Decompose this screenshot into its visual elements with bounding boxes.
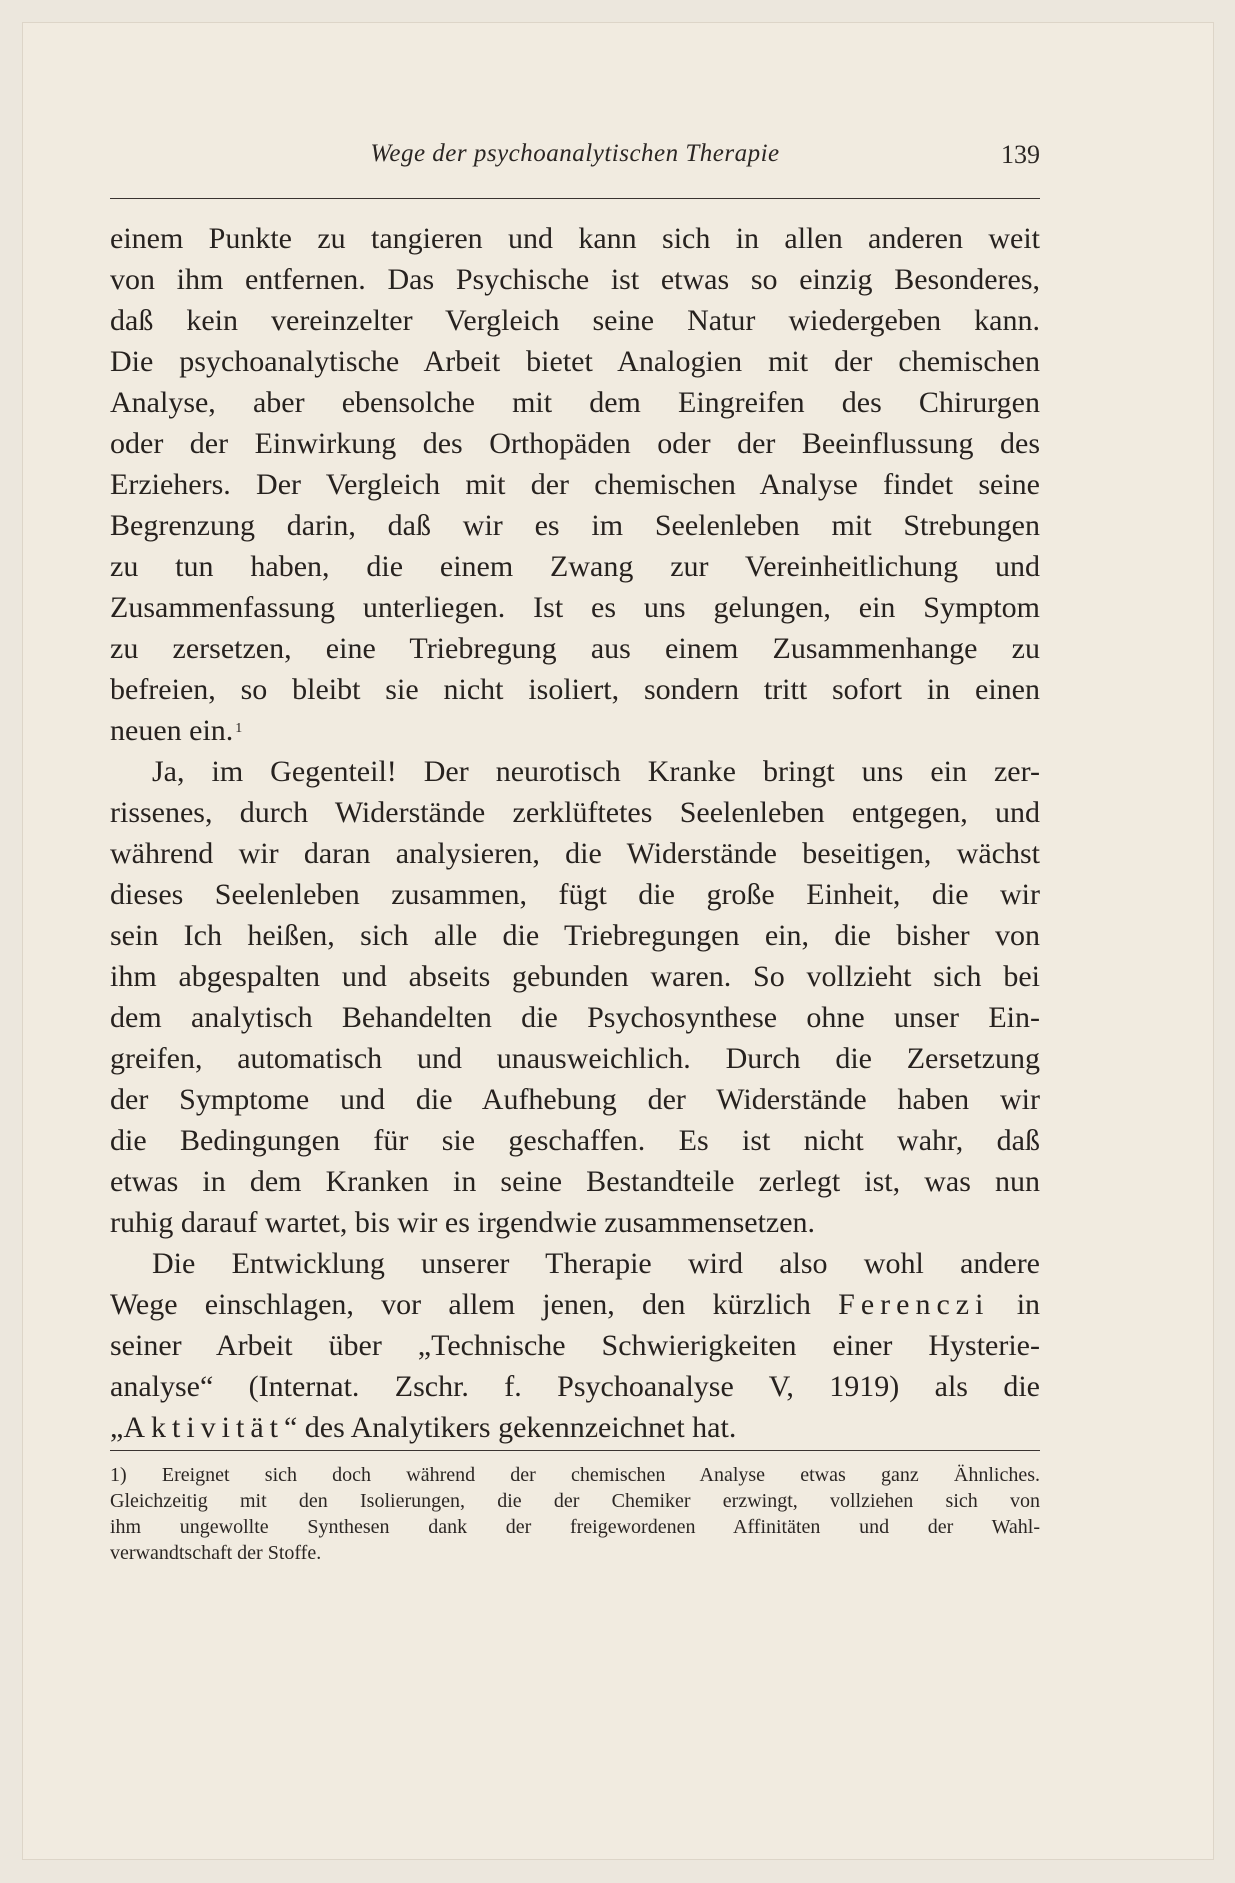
text-line-paragraph-end (110, 1407, 1040, 1448)
footnote-rule (110, 1450, 1040, 1451)
text-line: Begrenzung darin, daß wir es im Seelenleben mit Strebungen (110, 509, 1040, 542)
body-text (110, 218, 1040, 1448)
text-line-paragraph-end: ruhig darauf wartet, bis wir es irgendwie zusammensetzen. (110, 1206, 816, 1239)
footnote-marker: 1 (235, 721, 243, 736)
text-fragment: in (1016, 1288, 1041, 1321)
text-line: seiner Arbeit über „Technische Schwierigkeiten einer Hysterie- (110, 1329, 1040, 1362)
footnote (110, 1462, 1040, 1566)
text-line: etwas in dem Kranken in seine Bestandteile zerlegt ist, was nun (110, 1165, 1040, 1198)
text-line: von ihm entfernen. Das Psychische ist etwas so einzig Besonderes, (110, 263, 1040, 296)
term-spaced: Aktivität (123, 1411, 284, 1444)
text-line: ihm abgespalten und abseits gebunden waren. So vollzieht sich bei (110, 960, 1040, 993)
text-fragment: neuen ein. (110, 714, 234, 747)
text-line: während wir daran analysieren, die Widerstände beseitigen, wächst (110, 837, 1040, 870)
text-line: Die psychoanalytische Arbeit bietet Analogien mit der chemischen (110, 345, 1040, 378)
text-line: greifen, automatisch und unausweichlich. Durch die Zersetzung (110, 1042, 1040, 1075)
text-line: befreien, so bleibt sie nicht isoliert, sondern tritt sofort in einen (110, 673, 1040, 706)
author-name-spaced: Ferenczi (838, 1288, 990, 1321)
text-fragment: Wege einschlagen, vor allem jenen, den kürzlich (110, 1288, 811, 1321)
text-line: daß kein vereinzelter Vergleich seine Natur wiedergeben kann. (110, 304, 1040, 337)
text-line: Zusammenfassung unterliegen. Ist es uns gelungen, ein Symptom (110, 591, 1040, 624)
running-head (110, 140, 1040, 180)
page-number: 139 (1001, 140, 1040, 169)
text-line: zu zersetzen, eine Triebregung aus einem Zusammenhange zu (110, 632, 1040, 665)
running-title: Wege der psychoanalytischen Therapie (370, 140, 780, 167)
footnote-line: 1) Ereignet sich doch während der chemischen Analyse etwas ganz Ähnliches. (110, 1464, 1040, 1486)
footnote-line: Gleichzeitig mit den Isolierungen, die der Chemiker erzwingt, vollziehen sich von (110, 1490, 1040, 1512)
text-fragment: „ (110, 1411, 124, 1444)
text-line: Analyse, aber ebensolche mit dem Eingreifen des Chirurgen (110, 386, 1040, 419)
text-line: analyse“ (Internat. Zschr. f. Psychoanalyse V, 1919) als die (110, 1370, 1040, 1403)
text-line: einem Punkte zu tangieren und kann sich in allen anderen weit (110, 222, 1040, 255)
text-line-paragraph-end (110, 710, 1040, 751)
text-line (110, 1284, 1040, 1325)
text-line: sein Ich heißen, sich alle die Triebregungen ein, die bisher von (110, 919, 1040, 952)
footnote-line: ihm ungewollte Synthesen dank der freigewordenen Affinitäten und der Wahl- (110, 1516, 1040, 1538)
text-line-paragraph-start: Ja, im Gegenteil! Der neurotisch Kranke bringt uns ein zer- (152, 755, 1040, 788)
text-line: Erziehers. Der Vergleich mit der chemischen Analyse findet seine (110, 468, 1040, 501)
text-fragment: “ des Analytikers gekennzeichnet hat. (283, 1411, 737, 1444)
text-line: die Bedingungen für sie geschaffen. Es ist nicht wahr, daß (110, 1124, 1040, 1157)
text-line: zu tun haben, die einem Zwang zur Vereinheitlichung und (110, 550, 1040, 583)
text-line: oder der Einwirkung des Orthopäden oder der Beeinflussung des (110, 427, 1040, 460)
text-line: der Symptome und die Aufhebung der Widerstände haben wir (110, 1083, 1040, 1116)
text-line-paragraph-start: Die Entwicklung unserer Therapie wird also wohl andere (152, 1247, 1040, 1280)
header-rule (110, 198, 1040, 199)
text-line: dieses Seelenleben zusammen, fügt die große Einheit, die wir (110, 878, 1040, 911)
text-line: rissenes, durch Widerstände zerklüftetes Seelenleben entgegen, und (110, 796, 1040, 829)
footnote-line: verwandtschaft der Stoffe. (110, 1542, 322, 1564)
text-line: dem analytisch Behandelten die Psychosynthese ohne unser Ein- (110, 1001, 1040, 1034)
